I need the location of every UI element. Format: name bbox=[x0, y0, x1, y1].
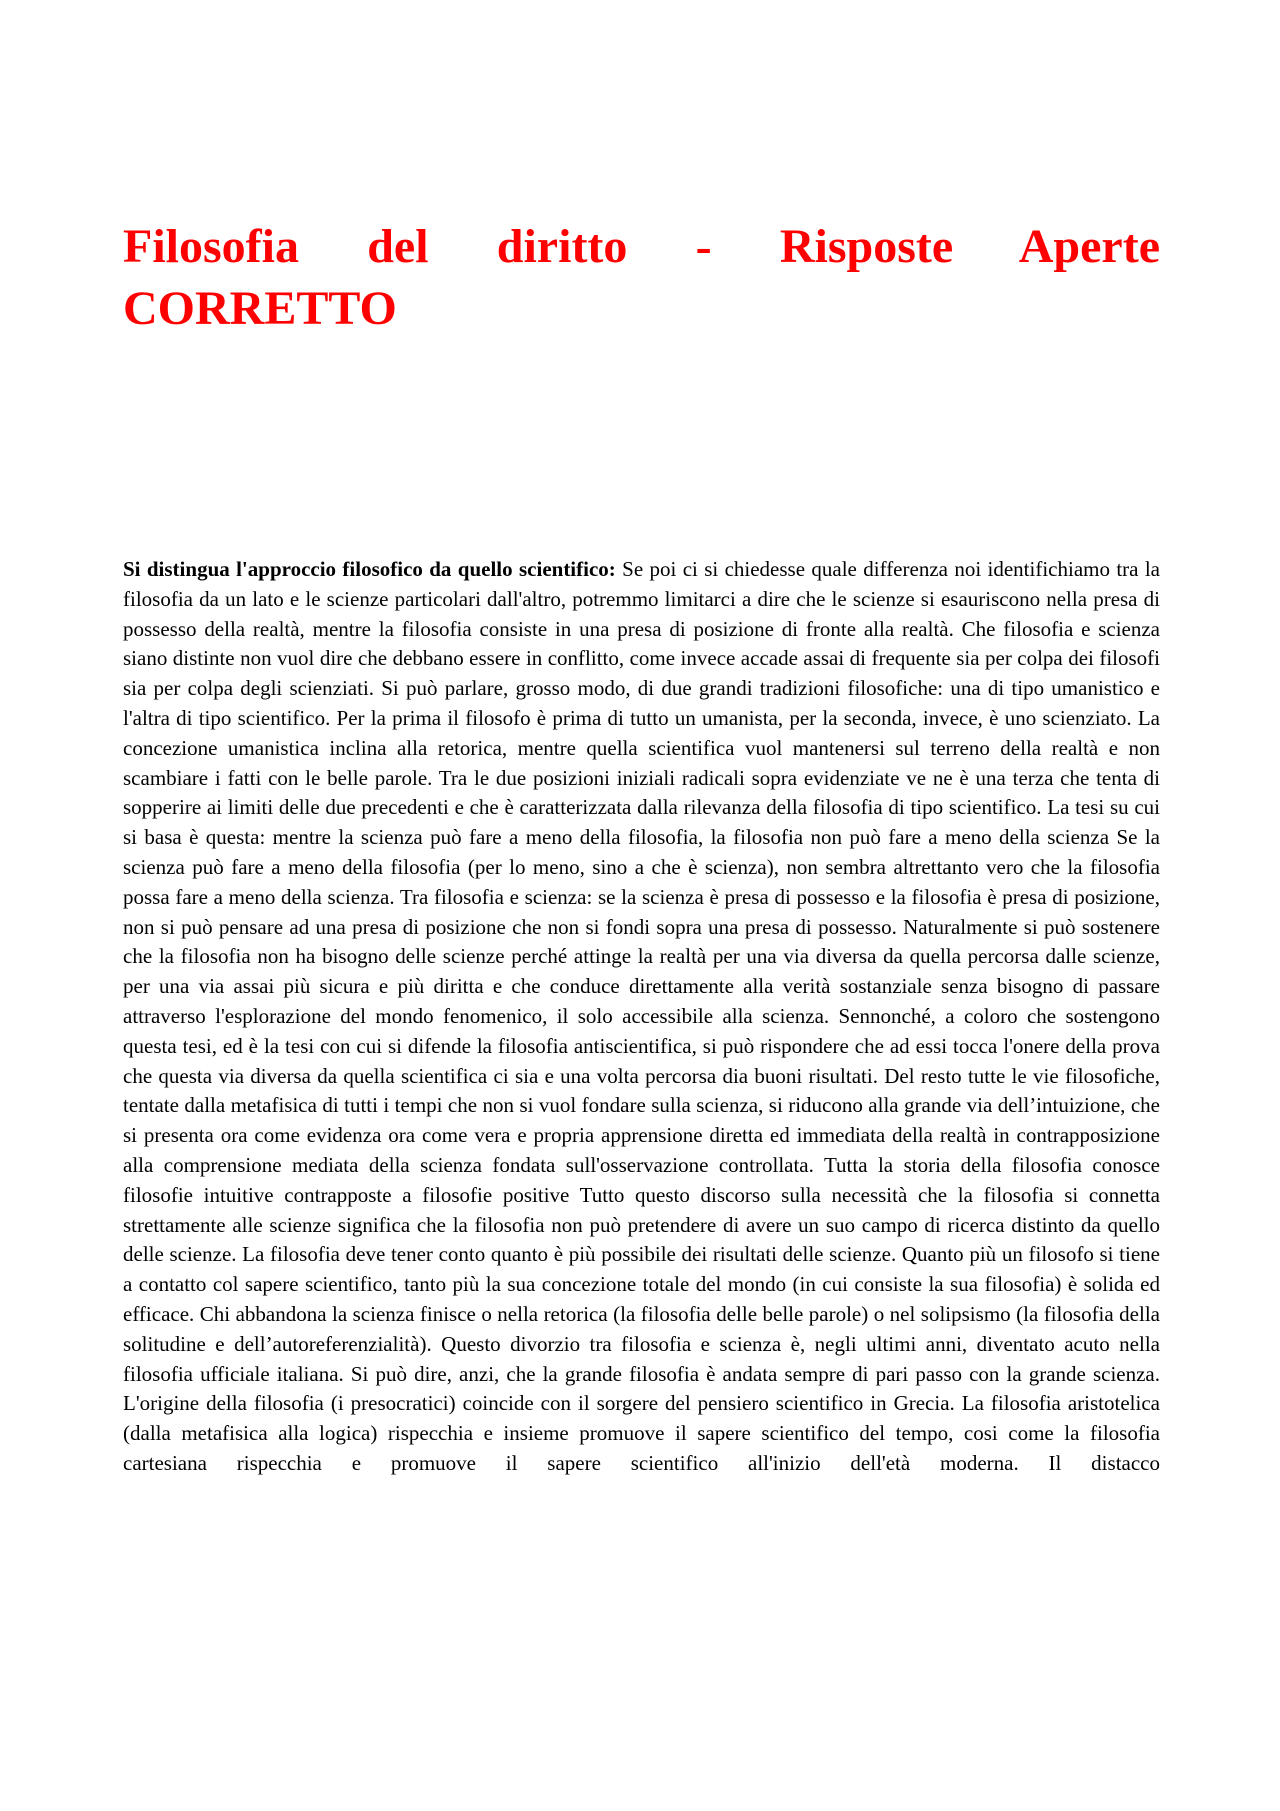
answer-paragraph bbox=[123, 555, 1160, 1479]
question-heading: Si distingua l'approccio filosofico da quello scientifico: bbox=[123, 557, 616, 581]
document-title: Filosofia del diritto - Risposte Aperte CORRETTO bbox=[123, 220, 1160, 335]
answer-text: Se poi ci si chiedesse quale differenza noi identifichiamo tra la filosofia da un lato e le scienze particolari dall'altro, potremmo limitarci a dire che le scienze si esauriscono nella presa di possesso della realtà, mentre la filosofia consiste in una presa di posizione di fronte alla realtà. Che filosofia e scienza siano distinte non vuol dire che debbano essere in conflitto, come invece accade assai di frequente sia per colpa dei filosofi sia per colpa degli scienziati. Si può parlare, grosso modo, di due grandi tradizioni filosofiche: una di tipo umanistico e l'altra di tipo scientifico. Per la prima il filosofo è prima di tutto un umanista, per la seconda, invece, è uno scienziato. La concezione umanistica inclina alla retorica, mentre quella scientifica vuol mantenersi sul terreno della realtà e non scambiare i fatti con le belle parole. Tra le due posizioni iniziali radicali sopra evidenziate ve ne è una terza che tenta di sopperire ai limiti delle due precedenti e che è caratterizzata dalla rilevanza della filosofia di tipo scientifico. La tesi su cui si basa è questa: mentre la scienza può fare a meno della filosofia, la filosofia non può fare a meno della scienza Se la scienza può fare a meno della filosofia (per lo meno, sino a che è scienza), non sembra altrettanto vero che la filosofia possa fare a meno della scienza. Tra filosofia e scienza: se la scienza è presa di possesso e la filosofia è presa di posizione, non si può pensare ad una presa di posizione che non si fondi sopra una presa di possesso. Naturalmente si può sostenere che la filosofia non ha bisogno delle scienze perché attinge la realtà per una via diversa da quella percorsa dalle scienze, per una via assai più sicura e più diritta e che conduce direttamente alla verità sostanziale senza bisogno di passare attraverso l'esplorazione del mondo fenomenico, il solo accessibile alla scienza. Sennonché, a coloro che sostengono questa tesi, ed è la tesi con cui si difende la filosofia antiscientifica, si può rispondere che ad essi tocca l'onere della prova che questa via diversa da quella scientifica ci sia e una volta percorsa dia buoni risultati. Del resto tutte le vie filosofiche, tentate dalla metafisica di tutti i tempi che non si vuol fondare sulla scienza, si riducono alla grande via dell’intuizione, che si presenta ora come evidenza ora come vera e propria apprensione diretta ed immediata della realtà in contrapposizione alla comprensione mediata della scienza fondata sull'osservazione controllata. Tutta la storia della filosofia conosce filosofie intuitive contrapposte a filosofie positive Tutto questo discorso sulla necessità che la filosofia si connetta strettamente alle scienze significa che la filosofia non può pretendere di avere un suo campo di ricerca distinto da quello delle scienze. La filosofia deve tener conto quanto è più possibile dei risultati delle scienze. Quanto più un filosofo si tiene a contatto col sapere scientifico, tanto più la sua concezione totale del mondo (in cui consiste la sua filosofia) è solida ed efficace. Chi abbandona la scienza finisce o nella retorica (la filosofia delle belle parole) o nel solipsismo (la filosofia della solitudine e dell’autoreferenzialità). Questo divorzio tra filosofia e scienza è, negli ultimi anni, diventato acuto nella filosofia ufficiale italiana. Si può dire, anzi, che la grande filosofia è andata sempre di pari passo con la grande scienza. L'origine della filosofia (i presocratici) coincide con il sorgere del pensiero scientifico in Grecia. La filosofia aristotelica (dalla metafisica alla logica) rispecchia e insieme promuove il sapere scientifico del tempo, cosi come la filosofia cartesiana rispecchia e promuove il sapere scientifico all'inizio dell'età moderna. Il distacco bbox=[123, 557, 1160, 1475]
